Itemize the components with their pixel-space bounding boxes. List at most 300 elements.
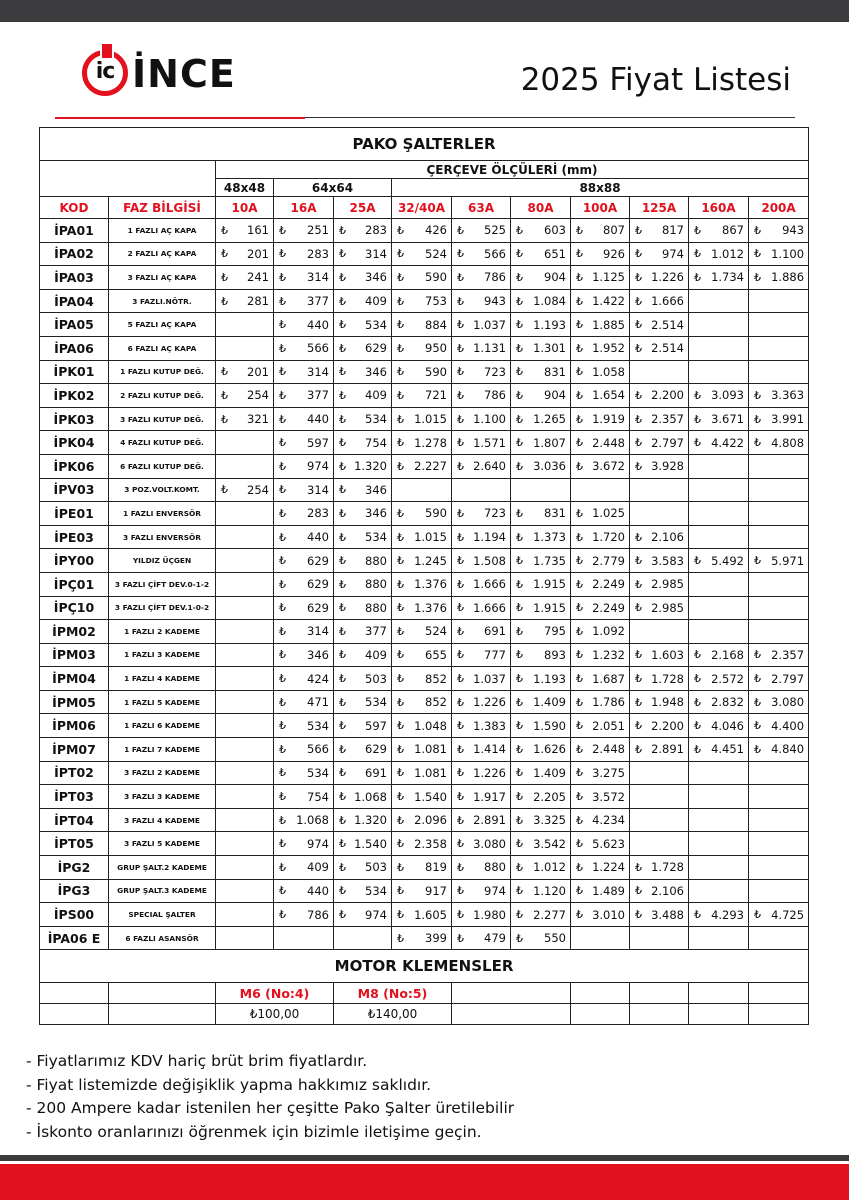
- col-header-32-40a: 32/40A: [392, 197, 452, 219]
- lira-symbol: ₺: [754, 648, 761, 662]
- price-cell: [392, 643, 452, 667]
- price-cell: [749, 808, 809, 832]
- price-cell: [571, 714, 630, 738]
- price-cell: [452, 643, 511, 667]
- price-value: 534: [365, 530, 387, 545]
- price-value: 1.131: [473, 341, 506, 356]
- price-value: 974: [365, 907, 387, 922]
- price-cell: [452, 454, 511, 478]
- price-value: 346: [307, 647, 329, 662]
- lira-symbol: ₺: [576, 223, 583, 237]
- phase-info: 3 FAZLI 5 KADEME: [109, 832, 216, 856]
- price-cell: [571, 856, 630, 880]
- lira-symbol: ₺: [576, 554, 583, 568]
- price-cell: [511, 478, 571, 502]
- price-cell: [392, 502, 452, 526]
- lira-symbol: ₺: [457, 294, 464, 308]
- price-cell: [630, 667, 689, 691]
- lira-symbol: ₺: [339, 554, 346, 568]
- price-cell: [511, 832, 571, 856]
- price-cell: [511, 242, 571, 266]
- lira-symbol: ₺: [457, 365, 464, 379]
- lira-symbol: ₺: [397, 601, 404, 615]
- price-value: 1.120: [533, 883, 566, 898]
- price-value: 1.376: [414, 577, 447, 592]
- price-cell: [689, 478, 749, 502]
- price-cell: [334, 549, 392, 573]
- lira-symbol: ₺: [457, 412, 464, 426]
- price-cell: [392, 549, 452, 573]
- lira-symbol: ₺: [279, 483, 286, 497]
- lira-symbol: ₺: [279, 672, 286, 686]
- lira-symbol: ₺: [516, 860, 523, 874]
- lira-symbol: ₺: [516, 766, 523, 780]
- lira-symbol: ₺: [279, 459, 286, 473]
- lira-symbol: ₺: [397, 860, 404, 874]
- lira-symbol: ₺: [339, 436, 346, 450]
- price-value: 2.106: [651, 883, 684, 898]
- price-value: 753: [425, 294, 447, 309]
- product-code: İPA03: [40, 266, 109, 290]
- price-cell: [689, 690, 749, 714]
- price-cell: [392, 738, 452, 762]
- price-cell: [511, 360, 571, 384]
- lira-symbol: ₺: [279, 790, 286, 804]
- price-value: 314: [365, 246, 387, 261]
- price-cell: [511, 903, 571, 927]
- price-cell: [274, 714, 334, 738]
- lira-symbol: ₺: [576, 294, 583, 308]
- price-cell: [334, 903, 392, 927]
- lira-symbol: ₺: [339, 624, 346, 638]
- price-value: 691: [484, 624, 506, 639]
- logo-name: İNCE: [132, 52, 236, 96]
- blank-corner: [40, 161, 216, 197]
- price-value: 590: [425, 506, 447, 521]
- price-cell: [274, 431, 334, 455]
- price-cell: [511, 667, 571, 691]
- lira-symbol: ₺: [754, 672, 761, 686]
- lira-symbol: ₺: [279, 766, 286, 780]
- price-cell: [511, 643, 571, 667]
- price-value: 4.400: [771, 718, 805, 733]
- lira-symbol: ₺: [279, 223, 286, 237]
- lira-symbol: ₺: [516, 908, 523, 922]
- lira-symbol: ₺: [457, 554, 464, 568]
- table-row: [40, 690, 809, 714]
- price-value: 2.572: [711, 671, 744, 686]
- price-value: 3.325: [533, 813, 566, 828]
- motor-title: MOTOR KLEMENSLER: [40, 950, 809, 983]
- price-value: 4.840: [771, 742, 805, 757]
- price-value: 1.885: [592, 317, 625, 332]
- price-cell: [571, 549, 630, 573]
- column-header-row: [40, 197, 809, 219]
- lira-symbol: ₺: [635, 223, 642, 237]
- lira-symbol: ₺: [397, 365, 404, 379]
- phase-info: 3 FAZLI 4 KADEME: [109, 808, 216, 832]
- price-cell: [630, 808, 689, 832]
- price-value: 3.583: [651, 553, 684, 568]
- price-cell: [511, 690, 571, 714]
- price-value: 346: [365, 270, 387, 285]
- price-cell: [511, 714, 571, 738]
- lira-symbol: ₺: [576, 530, 583, 544]
- price-cell: [216, 289, 274, 313]
- lira-symbol: ₺: [635, 294, 642, 308]
- price-value: 4.451: [711, 742, 744, 757]
- price-value: 723: [484, 506, 506, 521]
- lira-symbol: ₺: [339, 813, 346, 827]
- price-value: 2.200: [651, 718, 684, 733]
- price-value: 1.100: [771, 246, 805, 261]
- section-title: PAKO ŞALTERLER: [40, 128, 809, 161]
- price-value: 254: [247, 388, 269, 403]
- price-cell: [749, 596, 809, 620]
- price-cell: [334, 313, 392, 337]
- price-cell: [689, 620, 749, 644]
- motor-title-row: [40, 950, 809, 983]
- price-cell: [749, 690, 809, 714]
- price-cell: [689, 360, 749, 384]
- price-value: 2.051: [592, 718, 625, 733]
- lira-symbol: ₺: [457, 837, 464, 851]
- lira-symbol: ₺: [694, 247, 701, 261]
- price-cell: [392, 620, 452, 644]
- lira-symbol: ₺: [221, 247, 228, 261]
- price-value: 2.985: [651, 577, 684, 592]
- price-cell: [630, 856, 689, 880]
- lira-symbol: ₺: [457, 719, 464, 733]
- product-code: İPK03: [40, 407, 109, 431]
- lira-symbol: ₺: [397, 412, 404, 426]
- price-value: 3.991: [771, 412, 805, 427]
- price-cell: [334, 690, 392, 714]
- lira-symbol: ₺: [516, 719, 523, 733]
- phase-info: 1 FAZLI 2 KADEME: [109, 620, 216, 644]
- lira-symbol: ₺: [279, 884, 286, 898]
- price-value: 1.666: [473, 577, 506, 592]
- price-cell: [392, 856, 452, 880]
- price-cell: [630, 360, 689, 384]
- lira-symbol: ₺: [694, 648, 701, 662]
- lira-symbol: ₺: [457, 601, 464, 615]
- top-bar: [0, 0, 849, 22]
- lira-symbol: ₺: [635, 577, 642, 591]
- lira-symbol: ₺: [339, 294, 346, 308]
- lira-symbol: ₺: [576, 601, 583, 615]
- phase-info: 6 FAZLI AÇ KAPA: [109, 336, 216, 360]
- table-row: [40, 219, 809, 243]
- price-cell: [334, 879, 392, 903]
- motor-empty-cell: [749, 1004, 809, 1025]
- lira-symbol: ₺: [397, 341, 404, 355]
- price-cell: [452, 572, 511, 596]
- lira-symbol: ₺: [397, 294, 404, 308]
- price-value: 3.542: [533, 836, 566, 851]
- price-value: 1.687: [592, 671, 625, 686]
- price-cell: [749, 431, 809, 455]
- price-cell: [571, 407, 630, 431]
- price-cell: [334, 242, 392, 266]
- dimension-header-row: [40, 161, 809, 179]
- phase-info: 1 FAZLI 7 KADEME: [109, 738, 216, 762]
- price-value: 1.917: [473, 789, 506, 804]
- lira-symbol: ₺: [221, 270, 228, 284]
- price-value: 471: [307, 695, 329, 710]
- price-cell: [571, 643, 630, 667]
- table-row: [40, 360, 809, 384]
- phase-info: 3 FAZLI AÇ KAPA: [109, 266, 216, 290]
- price-cell: [216, 879, 274, 903]
- price-cell: [334, 808, 392, 832]
- note-item: - 200 Ampere kadar istenilen her çeşitte Pako Şalter üretilebilir: [26, 1099, 515, 1117]
- lira-symbol: ₺: [635, 388, 642, 402]
- price-value: 440: [307, 883, 329, 898]
- lira-symbol: ₺: [635, 318, 642, 332]
- price-value: 590: [425, 270, 447, 285]
- price-value: 1.012: [711, 246, 744, 261]
- lira-symbol: ₺: [635, 436, 642, 450]
- price-cell: [452, 903, 511, 927]
- price-cell: [511, 289, 571, 313]
- price-cell: [274, 289, 334, 313]
- price-value: 1.012: [533, 860, 566, 875]
- lira-symbol: ₺: [457, 672, 464, 686]
- price-value: 1.320: [354, 459, 387, 474]
- price-value: 831: [544, 506, 566, 521]
- price-cell: [571, 808, 630, 832]
- lira-symbol: ₺: [694, 436, 701, 450]
- price-cell: [511, 879, 571, 903]
- table-row: [40, 549, 809, 573]
- price-value: 1.508: [473, 553, 506, 568]
- price-value: 1.915: [533, 600, 566, 615]
- price-value: 723: [484, 364, 506, 379]
- price-cell: [274, 219, 334, 243]
- price-value: 2.357: [651, 412, 684, 427]
- price-value: 629: [307, 577, 329, 592]
- product-code: İPM07: [40, 738, 109, 762]
- table-row: [40, 832, 809, 856]
- lira-symbol: ₺: [635, 412, 642, 426]
- lira-symbol: ₺: [397, 388, 404, 402]
- lira-symbol: ₺: [694, 672, 701, 686]
- price-cell: [689, 431, 749, 455]
- price-value: 3.093: [711, 388, 744, 403]
- price-cell: [689, 856, 749, 880]
- product-code: İPG2: [40, 856, 109, 880]
- phase-info: 1 FAZLI AÇ KAPA: [109, 219, 216, 243]
- price-cell: [630, 690, 689, 714]
- price-value: 201: [247, 364, 269, 379]
- price-value: 399: [425, 931, 447, 946]
- price-value: 754: [365, 435, 387, 450]
- price-cell: [630, 832, 689, 856]
- price-value: 1.980: [473, 907, 506, 922]
- price-cell: [571, 242, 630, 266]
- product-code: İPT04: [40, 808, 109, 832]
- phase-info: 2 FAZLI KUTUP DEĞ.: [109, 384, 216, 408]
- price-value: 2.832: [711, 695, 744, 710]
- table-row: [40, 926, 809, 950]
- price-cell: [511, 856, 571, 880]
- price-cell: [630, 738, 689, 762]
- price-cell: [749, 502, 809, 526]
- price-value: 1.952: [592, 341, 625, 356]
- price-value: 3.363: [771, 388, 805, 403]
- price-value: 852: [425, 671, 447, 686]
- table-row: [40, 667, 809, 691]
- price-value: 1.232: [592, 647, 625, 662]
- lira-symbol: ₺: [635, 530, 642, 544]
- price-cell: [749, 266, 809, 290]
- price-cell: [392, 596, 452, 620]
- price-value: 1.015: [414, 412, 447, 427]
- price-cell: [511, 313, 571, 337]
- price-value: 2.514: [651, 317, 684, 332]
- table-row: [40, 903, 809, 927]
- price-value: 2.891: [473, 813, 506, 828]
- phase-info: 3 FAZLI ÇİFT DEV.1-0-2: [109, 596, 216, 620]
- lira-symbol: ₺: [457, 648, 464, 662]
- price-cell: [216, 926, 274, 950]
- table-row: [40, 879, 809, 903]
- section-title-row: [40, 128, 809, 161]
- lira-symbol: ₺: [279, 247, 286, 261]
- lira-symbol: ₺: [694, 695, 701, 709]
- price-value: 597: [365, 718, 387, 733]
- price-value: 3.928: [651, 459, 684, 474]
- price-value: 629: [307, 600, 329, 615]
- price-cell: [274, 926, 334, 950]
- price-cell: [452, 407, 511, 431]
- price-value: 3.572: [592, 789, 625, 804]
- price-cell: [216, 502, 274, 526]
- price-cell: [689, 502, 749, 526]
- col-header-faz: FAZ BİLGİSİ: [109, 197, 216, 219]
- col-header-16a: 16A: [274, 197, 334, 219]
- lira-symbol: ₺: [457, 318, 464, 332]
- price-cell: [749, 926, 809, 950]
- price-cell: [571, 761, 630, 785]
- price-cell: [689, 879, 749, 903]
- lira-symbol: ₺: [576, 719, 583, 733]
- lira-symbol: ₺: [279, 601, 286, 615]
- lira-symbol: ₺: [339, 742, 346, 756]
- price-cell: [689, 572, 749, 596]
- price-value: 943: [484, 294, 506, 309]
- lira-symbol: ₺: [279, 624, 286, 638]
- lira-symbol: ₺: [339, 318, 346, 332]
- lira-symbol: ₺: [694, 554, 701, 568]
- price-value: 786: [484, 270, 506, 285]
- price-cell: [630, 596, 689, 620]
- lira-symbol: ₺: [576, 790, 583, 804]
- price-cell: [511, 549, 571, 573]
- price-cell: [334, 407, 392, 431]
- price-value: 1.068: [354, 789, 387, 804]
- price-cell: [392, 478, 452, 502]
- product-code: İPM06: [40, 714, 109, 738]
- price-cell: [571, 431, 630, 455]
- price-value: 819: [425, 860, 447, 875]
- lira-symbol: ₺: [279, 436, 286, 450]
- lira-symbol: ₺: [576, 766, 583, 780]
- price-value: 314: [307, 270, 329, 285]
- lira-symbol: ₺: [279, 837, 286, 851]
- price-cell: [749, 219, 809, 243]
- lira-symbol: ₺: [339, 884, 346, 898]
- price-cell: [571, 785, 630, 809]
- price-cell: [334, 643, 392, 667]
- price-value: 1.422: [592, 294, 625, 309]
- price-value: 1.915: [533, 577, 566, 592]
- price-cell: [274, 407, 334, 431]
- price-cell: [334, 478, 392, 502]
- lira-symbol: ₺: [279, 860, 286, 874]
- table-row: [40, 785, 809, 809]
- price-cell: [452, 360, 511, 384]
- price-value: 926: [603, 246, 625, 261]
- table-row: [40, 596, 809, 620]
- product-code: İPK06: [40, 454, 109, 478]
- price-cell: [630, 219, 689, 243]
- price-cell: [630, 926, 689, 950]
- price-cell: [689, 832, 749, 856]
- lira-symbol: ₺: [339, 365, 346, 379]
- price-value: 409: [365, 388, 387, 403]
- lira-symbol: ₺: [339, 483, 346, 497]
- price-cell: [216, 738, 274, 762]
- table-row: [40, 502, 809, 526]
- dim-64x64: 64x64: [274, 179, 392, 197]
- lira-symbol: ₺: [221, 223, 228, 237]
- phase-info: 3 FAZLI ÇİFT DEV.0-1-2: [109, 572, 216, 596]
- price-cell: [511, 596, 571, 620]
- price-cell: [511, 785, 571, 809]
- price-value: 1.194: [473, 530, 506, 545]
- lira-symbol: ₺: [576, 624, 583, 638]
- lira-symbol: ₺: [339, 648, 346, 662]
- price-value: 1.278: [414, 435, 447, 450]
- price-cell: [392, 808, 452, 832]
- price-cell: [452, 832, 511, 856]
- price-cell: [274, 454, 334, 478]
- price-value: 880: [365, 577, 387, 592]
- price-cell: [392, 525, 452, 549]
- price-cell: [334, 360, 392, 384]
- lira-symbol: ₺: [516, 365, 523, 379]
- product-code: İPM03: [40, 643, 109, 667]
- price-cell: [392, 690, 452, 714]
- lira-symbol: ₺: [457, 742, 464, 756]
- motor-empty-cell: [452, 1004, 571, 1025]
- lira-symbol: ₺: [339, 672, 346, 686]
- lira-symbol: ₺: [457, 270, 464, 284]
- price-cell: [392, 431, 452, 455]
- lira-symbol: ₺: [397, 908, 404, 922]
- price-cell: [334, 832, 392, 856]
- lira-symbol: ₺: [457, 860, 464, 874]
- lira-symbol: ₺: [279, 554, 286, 568]
- price-cell: [571, 690, 630, 714]
- lira-symbol: ₺: [516, 601, 523, 615]
- price-cell: [274, 572, 334, 596]
- lira-symbol: ₺: [279, 341, 286, 355]
- product-code: İPA06: [40, 336, 109, 360]
- lira-symbol: ₺: [635, 719, 642, 733]
